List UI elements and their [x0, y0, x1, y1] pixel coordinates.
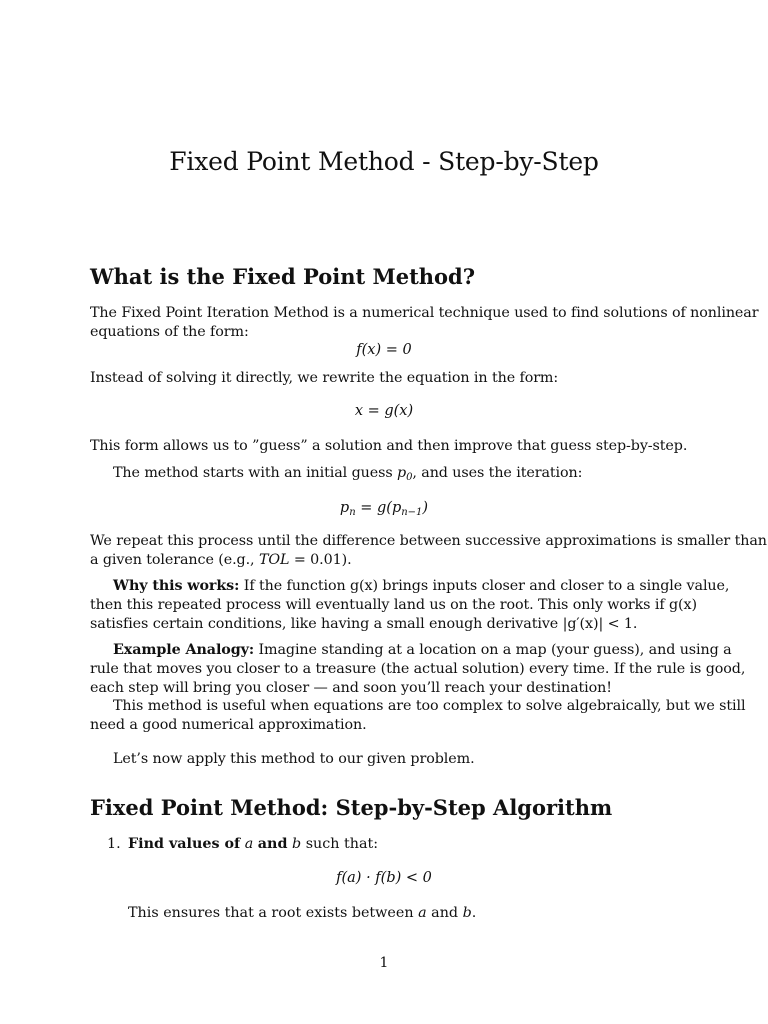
- rewrite-text: Instead of solving it directly, we rewrite the equation in the form:: [90, 370, 559, 386]
- page-title: Fixed Point Method - Step-by-Step: [169, 147, 599, 176]
- repeat-line-1: We repeat this process until the difference between successive approximations is smaller than: [90, 533, 767, 549]
- start-text-pre: The method starts with an initial guess: [113, 465, 393, 481]
- useful-line-1: This method is useful when equations are too complex to solve algebraically, but we still: [113, 698, 746, 714]
- analogy-line-3: each step will bring you closer — and soon you’ll reach your destination!: [90, 680, 612, 696]
- useful-line-2: need a good numerical approximation.: [90, 717, 367, 733]
- equation-f-x-zero: f(x) = 0: [356, 342, 412, 358]
- analogy-line-1: Example Analogy: Imagine standing at a location on a map (your guess), and using a: [113, 642, 732, 658]
- analogy-label: Example Analogy:: [113, 642, 255, 658]
- list-item-note: This ensures that a root exists between a and b.: [128, 905, 477, 921]
- why-line-2: then this repeated process will eventually land us on the root. This only works if g(x): [90, 597, 697, 613]
- guess-text: This form allows us to ”guess” a solution and then improve that guess step-by-step.: [90, 438, 688, 454]
- why-line-3: satisfies certain conditions, like having a small enough derivative |g′(x)| < 1.: [90, 616, 638, 632]
- start-text-post: , and uses the iteration:: [412, 465, 583, 481]
- repeat-line-2: a given tolerance (e.g., TOL = 0.01).: [90, 552, 352, 568]
- equation-x-gx: x = g(x): [354, 403, 414, 419]
- section-heading-algorithm: Fixed Point Method: Step-by-Step Algorithm: [90, 795, 613, 820]
- apply-text: Let’s now apply this method to our given problem.: [113, 751, 475, 767]
- tol-symbol: TOL: [258, 552, 290, 568]
- equation-iteration: $p_n = g(p_{n-1})$: [339, 500, 429, 518]
- why-line-1: Why this works: If the function g(x) brings inputs closer and closer to a single value,: [113, 578, 730, 594]
- intro-line-1: The Fixed Point Iteration Method is a numerical technique used to find solutions of nonlinear: [90, 305, 759, 321]
- section-heading-what-is: What is the Fixed Point Method?: [90, 264, 476, 289]
- equation-sign-change: f(a) · f(b) < 0: [336, 870, 432, 886]
- list-item-heading: Find values of a and b such that:: [128, 836, 379, 852]
- intro-line-2: equations of the form:: [90, 324, 249, 340]
- why-label: Why this works:: [113, 578, 240, 594]
- page-number: 1: [379, 955, 389, 971]
- list-item-number: 1.: [107, 836, 121, 852]
- start-text: [113, 464, 582, 483]
- analogy-line-2: rule that moves you closer to a treasure (the actual solution) every time. If the rule is good,: [90, 661, 746, 677]
- p0-symbol: $p_0$: [397, 465, 413, 483]
